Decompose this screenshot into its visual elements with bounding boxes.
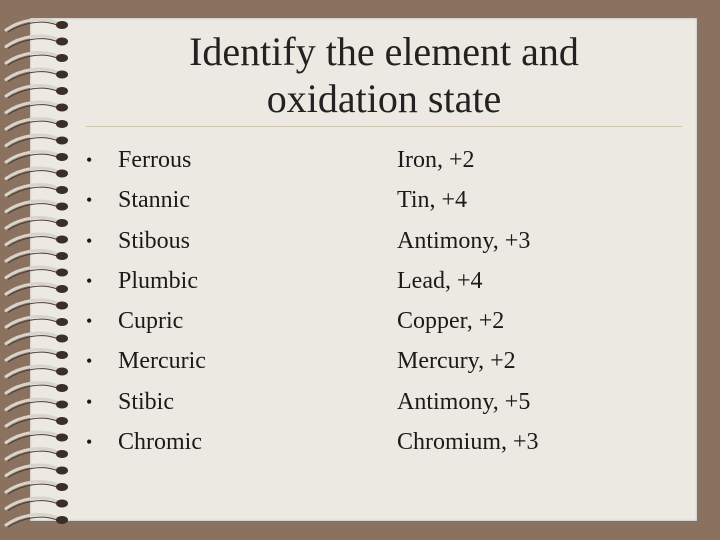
bullet-icon: •: [86, 270, 93, 291]
binding-hole: [56, 54, 68, 62]
list-item: [86, 143, 206, 183]
binding-hole: [56, 467, 68, 475]
ending-name: Stibic: [118, 388, 175, 415]
bullet-icon: •: [86, 150, 93, 170]
ending-name: Mercuric: [118, 348, 206, 375]
list-item: Antimony, +3: [397, 227, 531, 254]
binding-hole: [56, 368, 68, 376]
binding-hole: [56, 87, 68, 95]
list-item: [86, 344, 206, 384]
list-item: Chromium, +3: [397, 429, 539, 456]
list-item: Copper, +2: [397, 308, 505, 335]
binding-hole: [56, 203, 68, 211]
list-item: Antimony, +5: [397, 388, 531, 415]
title-line-1: Identify the element and: [189, 29, 579, 74]
list-item: [86, 304, 206, 344]
list-item: [86, 385, 206, 425]
binding-hole: [56, 137, 68, 145]
binding-hole: [56, 318, 68, 326]
binding-hole: [56, 120, 68, 128]
binding-hole: [56, 71, 68, 79]
list-item: [86, 425, 206, 465]
binding-hole: [56, 269, 68, 277]
binding-hole: [56, 236, 68, 244]
binding-hole: [56, 252, 68, 260]
binding-hole: [56, 302, 68, 310]
binding-hole: [56, 186, 68, 194]
binding-hole: [56, 483, 68, 491]
list-item: Iron, +2: [397, 147, 475, 173]
bullet-icon: •: [86, 311, 93, 332]
list-item: Mercury, +2: [397, 348, 516, 375]
binding-hole: [56, 417, 68, 425]
ending-name: Ferrous: [118, 147, 192, 173]
binding-hole: [56, 351, 68, 359]
bullet-icon: •: [86, 190, 93, 211]
binding-hole: [56, 335, 68, 343]
spiral-binding-icon: [0, 0, 80, 540]
binding-hole: [56, 450, 68, 458]
bullet-icon: •: [86, 351, 93, 372]
ending-name: Cupric: [118, 308, 184, 335]
title-line-2: oxidation state: [266, 76, 502, 121]
ending-name: Stannic: [118, 187, 190, 214]
binding-hole: [56, 21, 68, 29]
ending-names-list: [86, 143, 206, 465]
binding-hole: [56, 153, 68, 161]
binding-hole: [56, 219, 68, 227]
binding-hole: [56, 104, 68, 112]
bullet-icon: •: [86, 391, 93, 412]
ending-name: Chromic: [118, 429, 202, 456]
bullet-icon: •: [86, 432, 93, 453]
bullet-icon: •: [86, 230, 93, 251]
ending-name: Stibous: [118, 227, 191, 254]
list-item: [86, 224, 206, 264]
binding-hole: [56, 285, 68, 293]
slide-title: [86, 28, 682, 122]
list-item: [86, 183, 206, 223]
list-item: [86, 264, 206, 304]
title-divider: [86, 126, 682, 127]
binding-hole: [56, 401, 68, 409]
binding-hole: [56, 170, 68, 178]
binding-hole: [56, 38, 68, 46]
list-item: Tin, +4: [397, 187, 468, 214]
binding-hole: [56, 434, 68, 442]
ending-name: Plumbic: [118, 267, 199, 294]
answers-list: [397, 143, 539, 465]
binding-hole: [56, 500, 68, 508]
binding-hole: [56, 384, 68, 392]
list-item: Lead, +4: [397, 267, 483, 294]
binding-hole: [56, 516, 68, 524]
